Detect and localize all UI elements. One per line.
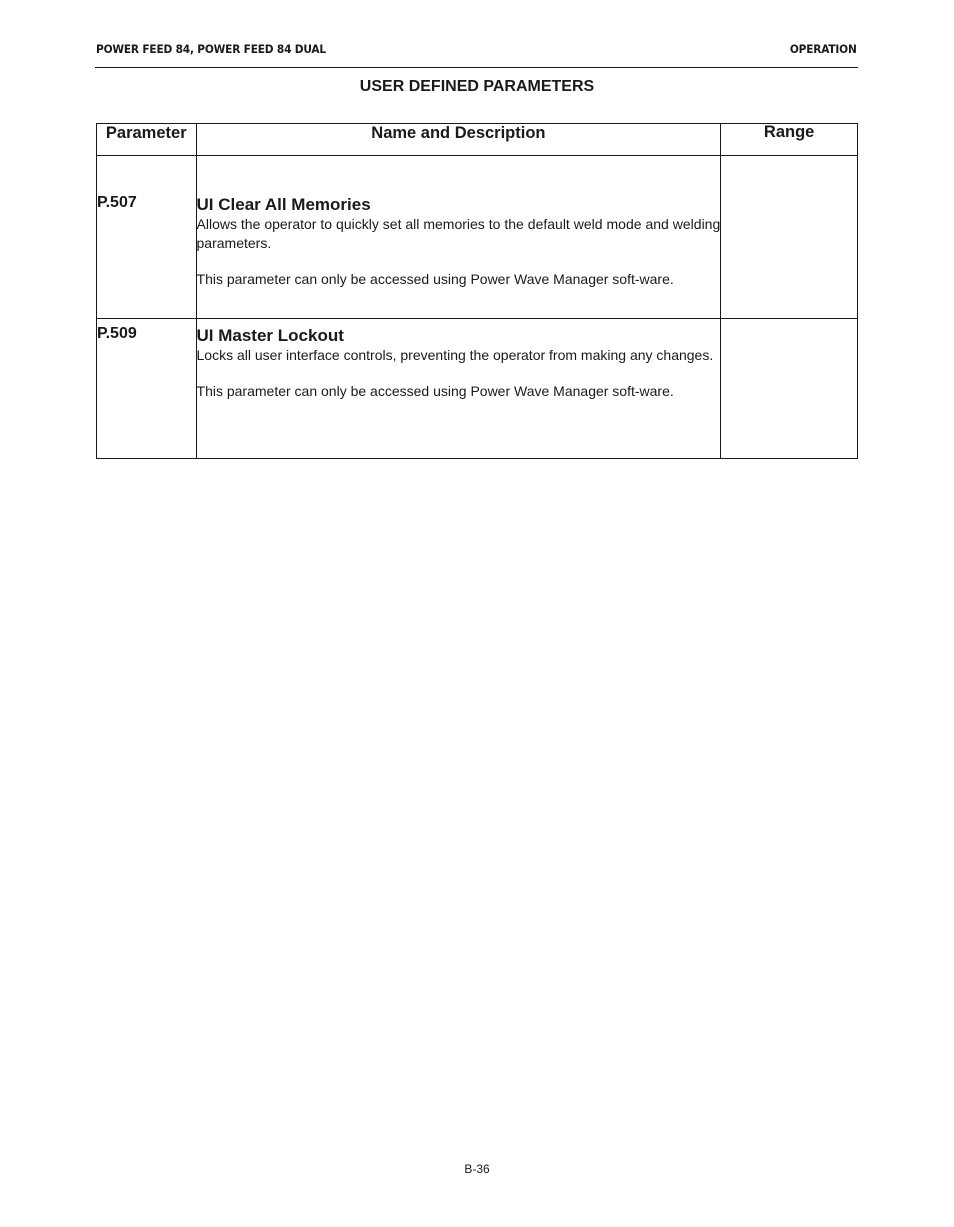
parameter-description-cell	[196, 319, 721, 459]
page-number: B-36	[464, 1162, 490, 1176]
page-title: USER DEFINED PARAMETERS	[359, 78, 595, 95]
table-row	[97, 156, 858, 319]
parameter-code: P.507	[97, 156, 197, 319]
header-section-name: OPERATION	[790, 42, 857, 56]
parameters-table	[96, 123, 858, 459]
parameter-access-note: This parameter can only be accessed using Power Wave Manager soft-ware.	[196, 383, 674, 399]
column-header-name-description: Name and Description	[196, 124, 721, 156]
header-product-name: POWER FEED 84, POWER FEED 84 DUAL	[96, 42, 326, 56]
parameter-description-cell	[196, 156, 721, 319]
parameter-name: UI Clear All Memories	[196, 195, 371, 214]
table-row	[97, 319, 858, 459]
header-divider	[95, 67, 858, 68]
table-header-row	[97, 124, 858, 156]
column-header-range	[721, 124, 858, 156]
parameter-name: UI Master Lockout	[196, 326, 344, 345]
parameter-range	[721, 156, 858, 319]
column-header-parameter: Parameter	[97, 124, 197, 156]
parameter-code: P.509	[97, 319, 197, 459]
parameter-access-note: This parameter can only be accessed using Power Wave Manager soft-ware.	[196, 271, 674, 287]
parameter-description: Locks all user interface controls, preventing the operator from making any changes.	[196, 347, 714, 363]
parameter-range	[721, 319, 858, 459]
column-header-range-label: Range	[763, 123, 815, 141]
parameter-description: Allows the operator to quickly set all memories to the default weld mode and welding parameters.	[196, 216, 721, 251]
